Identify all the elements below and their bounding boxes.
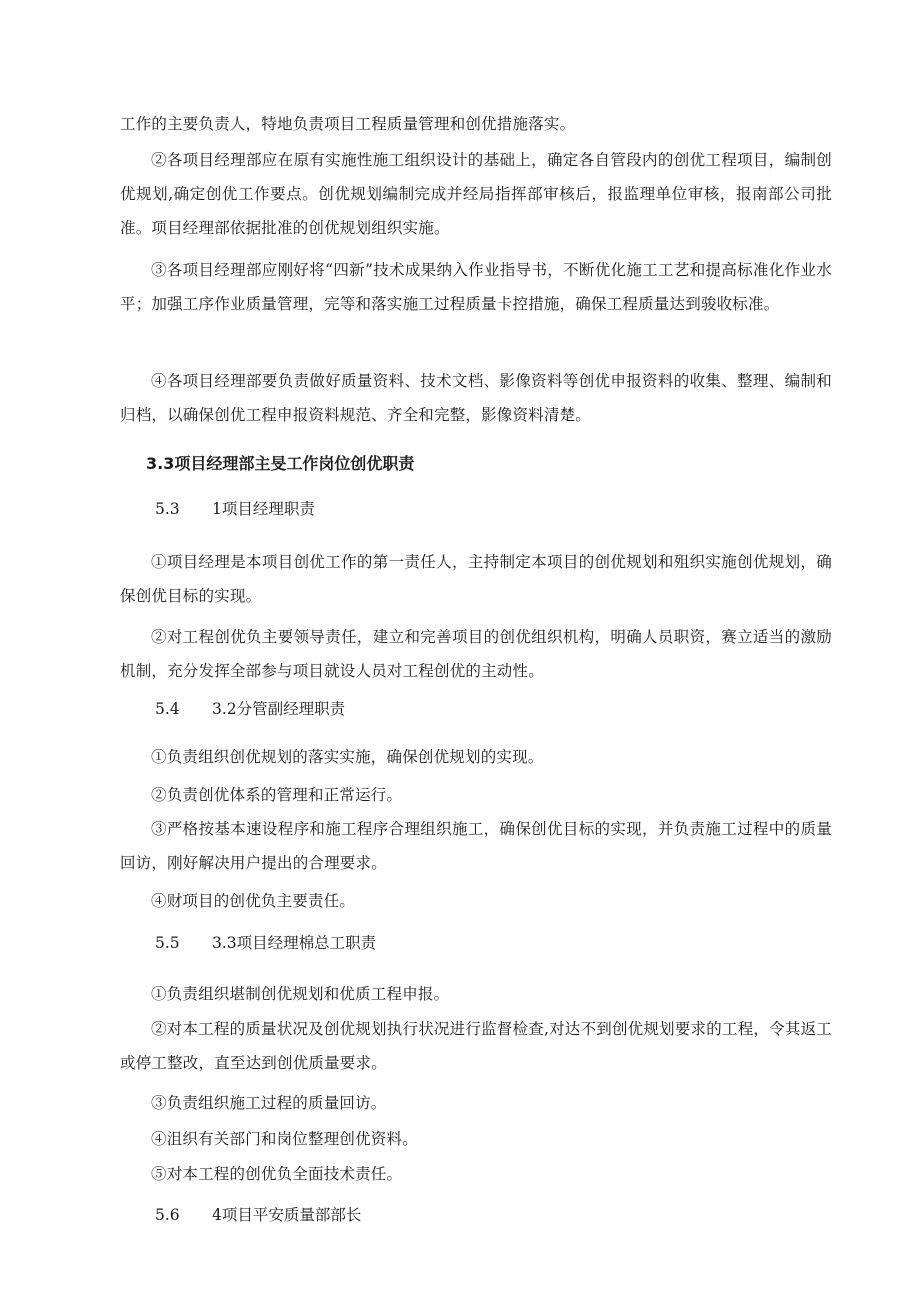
subsection-number: 5.4 bbox=[155, 700, 180, 718]
paragraph-4: ④各项目经理部要负责做好质量资料、技术文档、影像资料等创优申报资料的收集、整理、编制和归档，以确保创优工程申报资料规范、齐全和完整，影像资料清楚。 bbox=[120, 372, 832, 424]
subsection-title: 4项目平安质量部部长 bbox=[212, 1206, 362, 1224]
paragraph-3: ③各项目经理部应刚好将“四新”技术成果纳入作业指导书，不断优化施工工艺和提高标准化作业水平；加强工序作业质量管理，完等和落实施工过程质量卡控措施，确保工程质量达到骏收标准。 bbox=[120, 261, 832, 313]
subsection-heading-1 bbox=[155, 497, 315, 521]
subsection-heading-3 bbox=[155, 931, 376, 955]
paragraph-2: ②各项目经理部应在原有实施性施工组织设计的基础上，确定各自管段内的创优工程项目，编制创优规划,确定创优工作要点。创优规划编制完成并经局指挥部审核后，报监理单位审核，报南部公司批准。项目经理部依据批准的创优规划组织实施。 bbox=[120, 151, 832, 237]
list-item: ①项目经理是本项目创优工作的第一责任人，主持制定本项目的创优规划和殂织实施创优规划，确保创优目标的实现。 bbox=[120, 553, 832, 605]
list-item: ④财项目的创优负主要责任。 bbox=[151, 892, 356, 910]
list-item: ④沮织有关部门和岗位整理创优资料。 bbox=[151, 1130, 418, 1148]
subsection-title: 3.2分管副经理职责 bbox=[212, 700, 346, 718]
list-item: ①负责组织堪制创优规划和优质工程申报。 bbox=[151, 985, 450, 1003]
list-item: ②对本工程的质量状况及创优规划执行状况进行监督检查,对达不到创优规划要求的工程，令其返工或停工整改，直至达到创优质量要求。 bbox=[120, 1020, 832, 1072]
list-item: ③严格按基本速设程序和施工程序合理组织施工，确保创优目标的实现，并负责施工过程中的质量回访，刚好解决用户提出的合理要求。 bbox=[120, 820, 832, 872]
list-item: ①负责组织创优规划的落实实施，确保创优规划的实现。 bbox=[151, 748, 544, 766]
subsection-number: 5.6 bbox=[155, 1206, 180, 1224]
list-item: ②对工程创优负主要领导责任，建立和完善项目的创优组织机构，明确人员职资，赛立适当的激励机制，充分发挥全部参与项目就设人员对工程创优的主动性。 bbox=[120, 628, 832, 680]
list-item: ⑤对本工程的创优负全面技术责任。 bbox=[151, 1165, 403, 1183]
subsection-heading-2 bbox=[155, 697, 345, 721]
section-heading: 3.3项目经理部主旻工作岗位创优职责 bbox=[146, 454, 415, 473]
list-item: ②负责创优体系的管理和正常运行。 bbox=[151, 786, 403, 804]
list-item: ③负责组织施工过程的质量回访。 bbox=[151, 1094, 387, 1112]
subsection-number: 5.3 bbox=[155, 500, 180, 518]
subsection-heading-4 bbox=[155, 1203, 361, 1227]
paragraph-continuation: 工作的主要负责人，特地负责项目工程质量管理和创优措施落实。 bbox=[120, 115, 576, 133]
subsection-title: 3.3项目经理棉总工职责 bbox=[212, 934, 377, 952]
subsection-number: 5.5 bbox=[155, 934, 180, 952]
subsection-title: 1项目经理职责 bbox=[212, 500, 315, 518]
